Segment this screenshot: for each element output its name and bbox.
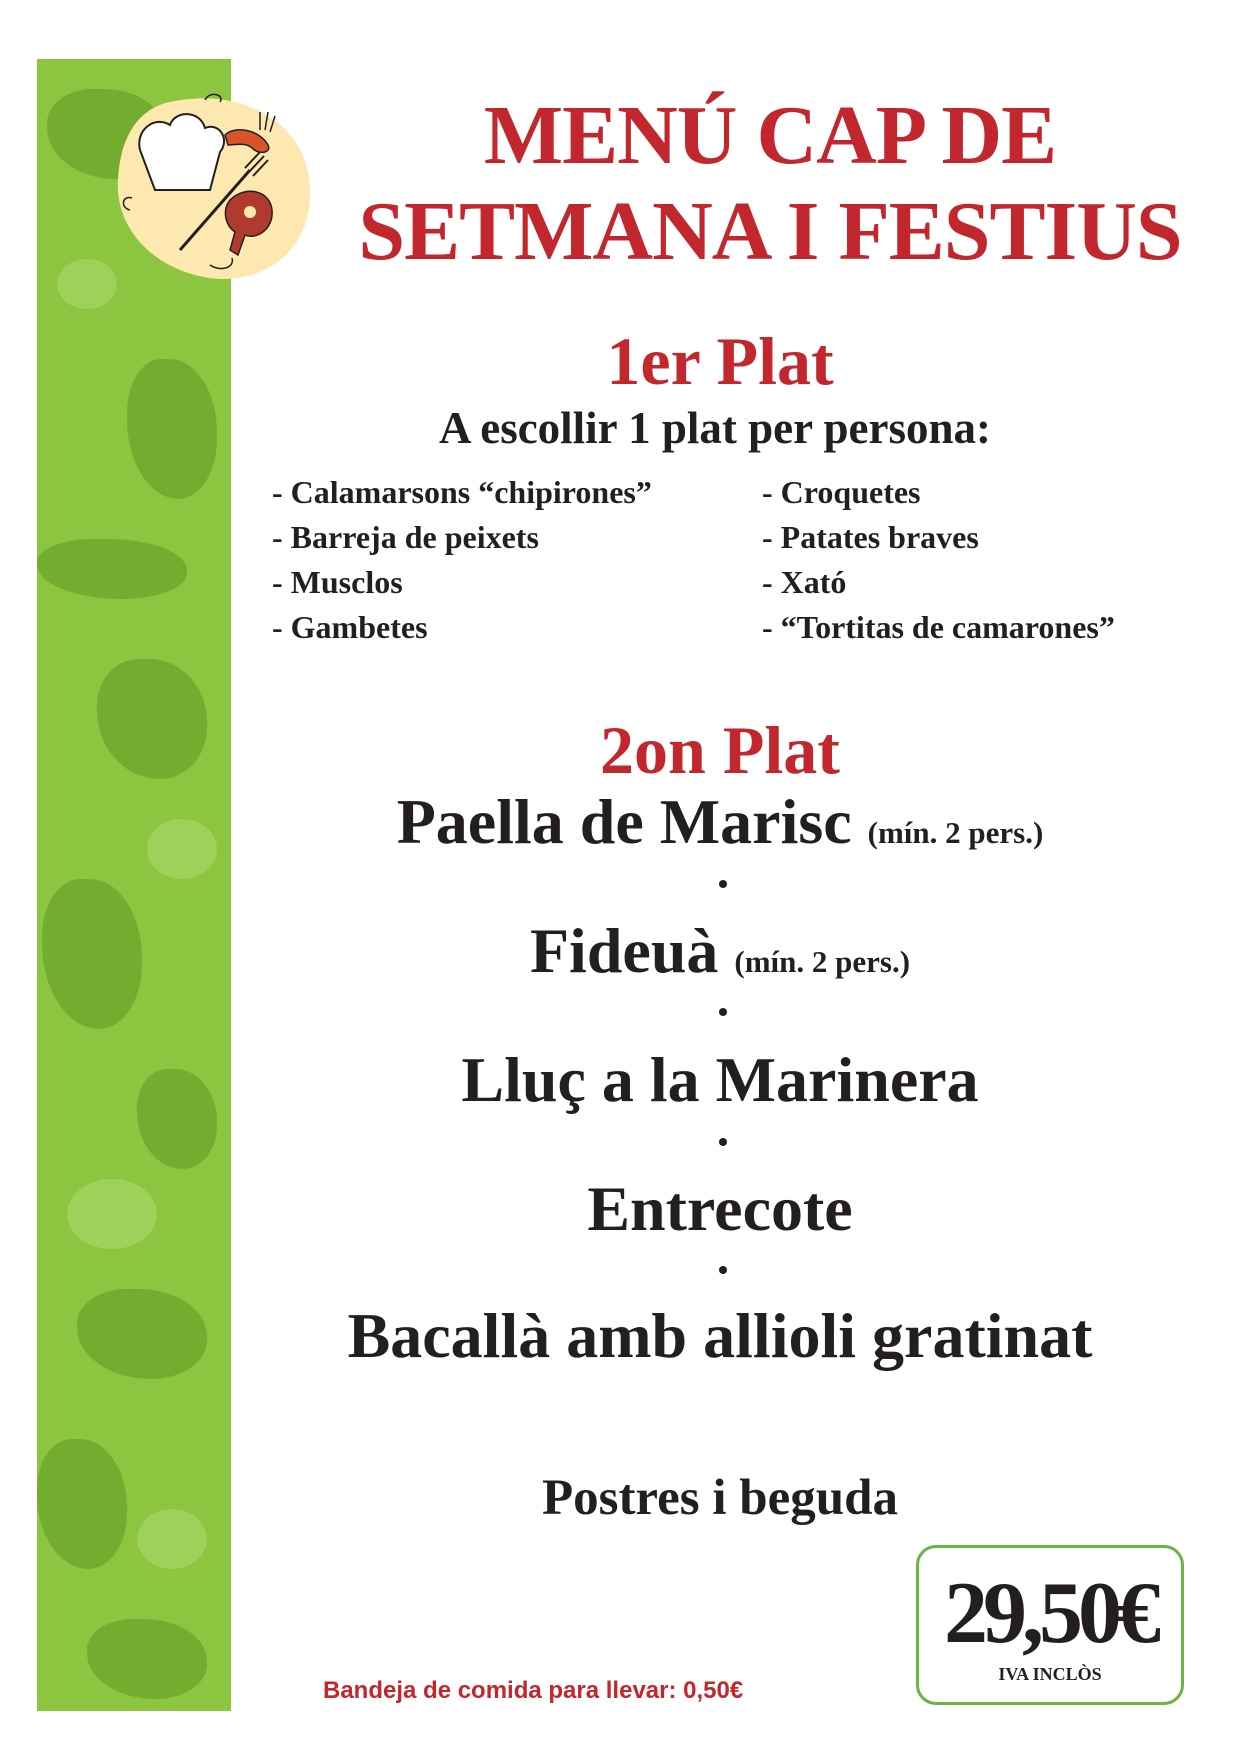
dish-name: Fideuà (529, 915, 719, 986)
dish-name: Entrecote (587, 1173, 853, 1244)
dish-name: Paella de Marisc (396, 786, 852, 857)
dessert-and-drink: Postres i beguda (541, 1470, 899, 1526)
first-course-list-right (762, 470, 1115, 650)
tax-note: IVA INCLÒS (998, 1664, 1102, 1684)
list-item: - Croquetes (762, 474, 921, 510)
first-course-heading: 1er Plat (606, 323, 834, 399)
dish-note: (mín. 2 pers.) (734, 944, 911, 979)
dish-name: Bacallà amb allioli gratinat (347, 1300, 1093, 1371)
price-amount: 29,50€ (944, 1565, 1156, 1662)
list-item: - “Tortitas de camarones” (762, 609, 1115, 645)
dish-bacalla (270, 1300, 1170, 1372)
first-course-list-left (272, 470, 652, 650)
list-item: - Musclos (272, 564, 403, 600)
separator-dot (719, 1266, 727, 1274)
green-side-band (37, 59, 231, 1711)
list-item: - Xató (762, 564, 847, 600)
separator-dot (719, 880, 727, 888)
list-item: - Patates braves (762, 519, 979, 555)
title-line-2: SETMANA I FESTIUS (358, 185, 1182, 278)
dish-name: Lluç a la Marinera (461, 1044, 979, 1115)
list-item: - Gambetes (272, 609, 428, 645)
second-course-heading: 2on Plat (600, 712, 840, 788)
list-item: - Calamarsons “chipirones” (272, 474, 652, 510)
separator-dot (719, 1008, 727, 1016)
dish-entrecote (270, 1173, 1170, 1245)
first-course-instruction: A escollir 1 plat per persona: (438, 403, 992, 453)
list-item: - Barreja de peixets (272, 519, 539, 555)
title-line-1: MENÚ CAP DE (483, 89, 1057, 182)
takeaway-note: Bandeja de comida para llevar: 0,50€ (323, 1677, 744, 1704)
menu-title (300, 88, 1240, 280)
dish-paella (270, 786, 1170, 869)
chef-logo-icon (110, 90, 320, 285)
dish-lluc (270, 1044, 1170, 1116)
dish-note: (mín. 2 pers.) (867, 815, 1044, 850)
dish-fideua (270, 915, 1170, 998)
separator-dot (719, 1138, 727, 1146)
price-box (916, 1545, 1184, 1705)
